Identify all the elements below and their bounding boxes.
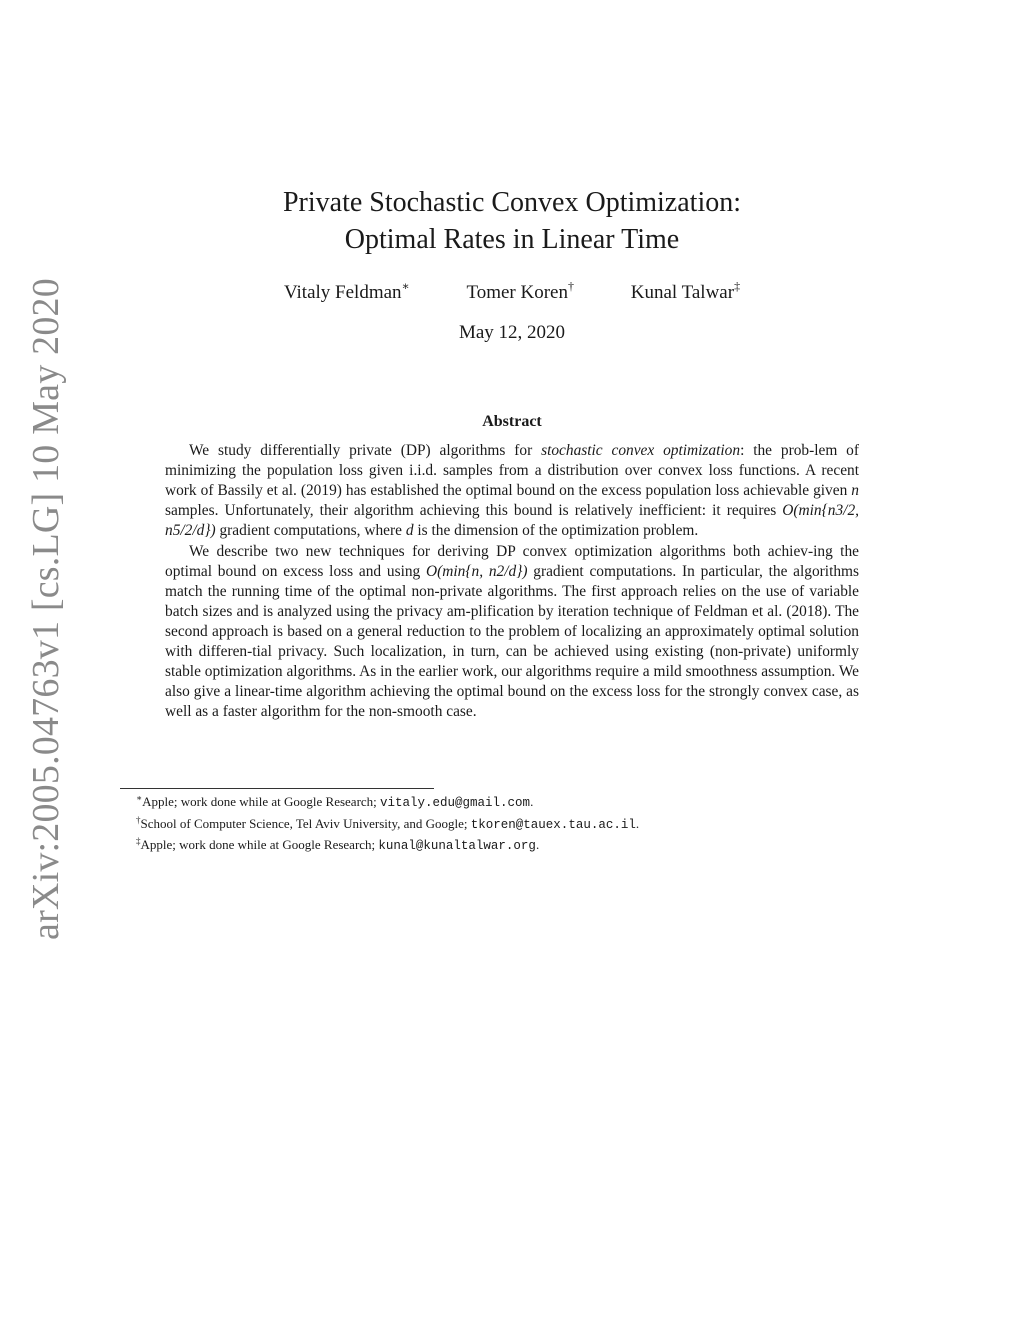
footnote-1 — [122, 792, 902, 814]
arxiv-identifier-stamp: arXiv:2005.04763v1 [cs.LG] 10 May 2020 — [25, 278, 67, 940]
publication-date: May 12, 2020 — [458, 322, 566, 343]
math-var: d — [405, 522, 414, 539]
author-name: Tomer Koren — [466, 282, 568, 303]
paper-title — [0, 184, 1024, 258]
complexity-formula: O(min{n3/2, n5/2/d}) — [165, 502, 859, 539]
email-link[interactable]: tkoren@tauex.tau.ac.il — [470, 817, 636, 832]
footnote-2 — [122, 814, 902, 836]
emphasized-term: stochastic convex optimization — [541, 442, 741, 459]
title-line-1: Private Stochastic Convex Optimization: — [282, 187, 742, 218]
abstract-paragraph-2 — [165, 542, 859, 722]
text-span: gradient computations, where — [215, 522, 406, 539]
author-list — [0, 280, 1024, 306]
author-name: Kunal Talwar — [630, 282, 735, 303]
author-footnote-mark: † — [568, 279, 574, 293]
footnote-rule — [120, 788, 434, 789]
footnote-mark: ‡ — [136, 836, 141, 846]
footnote-text: Apple; work done while at Google Research; — [142, 794, 381, 809]
author-feldman — [284, 280, 410, 306]
text-span: : the prob-lem of minimizing the population loss given i.i.d. samples from a distribution over convex loss functions. A recent work of Bassily et al. (2019) has established the optimal bound on the excess population loss achievable given — [165, 442, 859, 499]
complexity-formula: O(min{n, n2/d}) — [426, 563, 528, 580]
author-talwar — [631, 280, 740, 306]
footnote-mark: † — [136, 814, 141, 825]
email-link[interactable]: kunal@kunaltalwar.org — [378, 839, 536, 853]
abstract-body — [165, 441, 859, 722]
footnote-text: Apple; work done while at Google Research; — [140, 837, 379, 852]
author-footnote-mark: ‡ — [734, 279, 741, 293]
text-span: . — [535, 837, 540, 852]
author-koren — [466, 280, 574, 306]
email-link[interactable]: vitaly.edu@gmail.com — [380, 796, 531, 810]
text-span: samples. Unfortunately, their algorithm achieving this bound is relatively inefficient: it requires — [165, 502, 783, 519]
text-span: We describe two new techniques for deriving DP convex optimization algorithms both achiev-ing the optimal bound on excess loss and using — [165, 543, 859, 580]
text-span: gradient computations. In particular, the algorithms match the running time of the optimal non-private algorithms. The first approach relies on the use of variable batch sizes and is analyzed using the privacy am-plification by iteration technique of Feldman et al. (2018). The second approach is based on a general reduction to the problem of localizing an approximately optimal solution with differen-tial privacy. Such localization, in turn, can be achieved using existing (non-private) uniformly stable optimization algorithms. As in the earlier work, our algorithms require a mild smoothness assumption. We also give a linear-time algorithm achieving the optimal bound on the excess loss for the strongly convex case, as well as a faster algorithm for the non-smooth case. — [165, 563, 860, 720]
author-name: Vitaly Feldman — [283, 282, 402, 303]
text-span: . — [530, 794, 534, 809]
abstract-paragraph-1 — [165, 441, 859, 541]
footnote-3 — [122, 835, 902, 857]
footnote-mark: ∗ — [136, 793, 143, 803]
author-footnote-mark: ∗ — [401, 279, 410, 293]
footnotes — [122, 792, 902, 857]
footnote-text: School of Computer Science, Tel Aviv University, and Google; — [140, 815, 471, 831]
text-span: is the dimension of the optimization problem. — [413, 522, 699, 539]
math-var: n — [851, 482, 859, 499]
abstract-heading: Abstract — [482, 413, 542, 430]
text-span: We study differentially private (DP) algorithms for — [189, 442, 542, 459]
title-line-2: Optimal Rates in Linear Time — [344, 224, 680, 255]
text-span: . — [635, 815, 640, 831]
